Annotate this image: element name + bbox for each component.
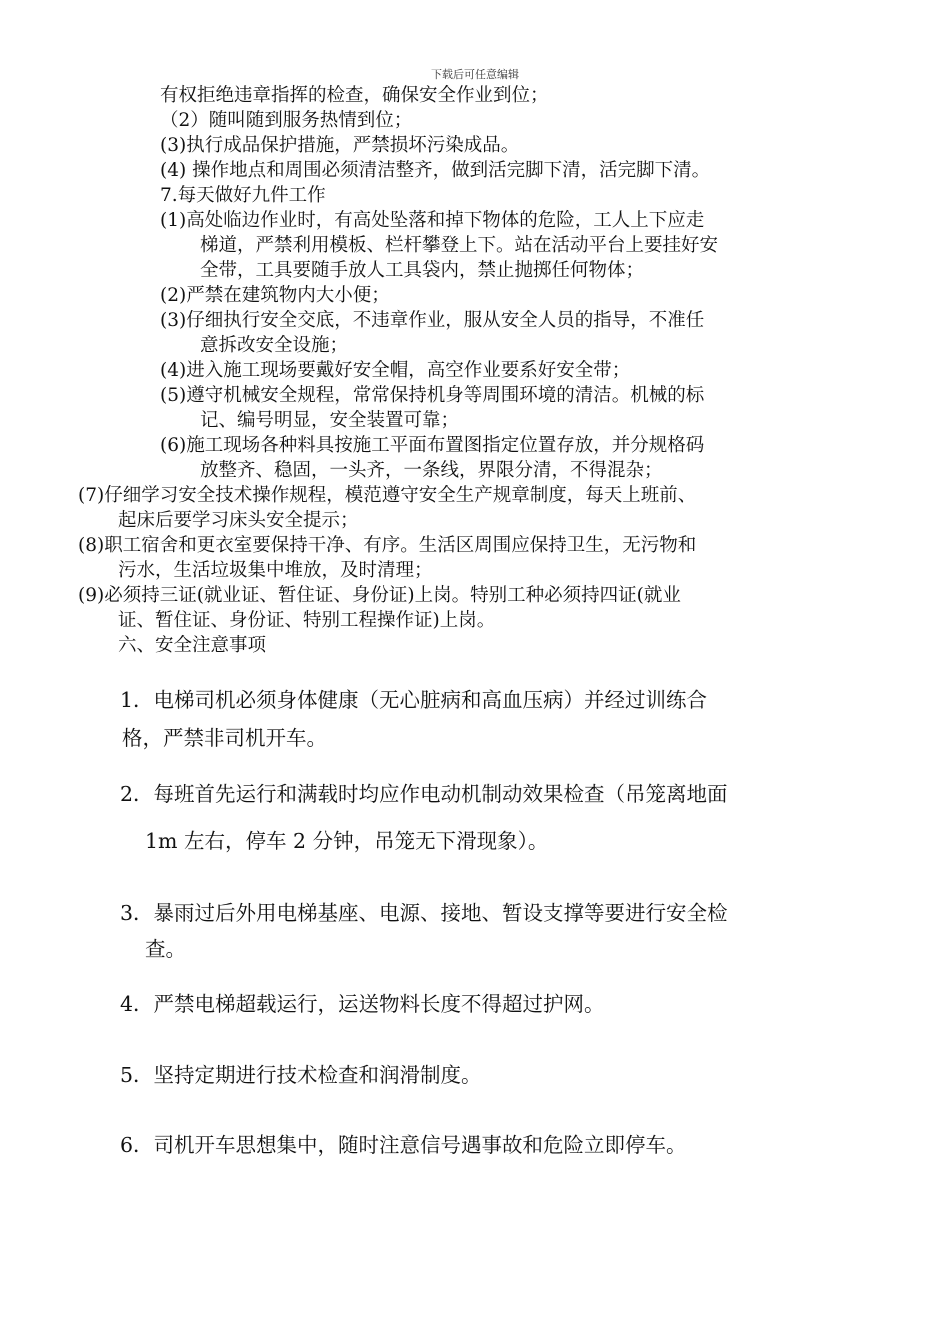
text-line: (7)仔细学习安全技术操作规程，模范遵守安全生产规章制度，每天上班前、 <box>78 485 697 506</box>
text-line: （2）随叫随到服务热情到位； <box>160 110 413 131</box>
note-line: 5．坚持定期进行技术检查和润滑制度。 <box>120 1063 482 1087</box>
text-line: (6)施工现场各种料具按施工平面布置图指定位置存放，并分规格码 <box>160 435 705 456</box>
section-heading: 7.每天做好九件工作 <box>160 185 326 206</box>
text-line: 起床后要学习床头安全提示； <box>118 510 359 531</box>
text-line: (9)必须持三证(就业证、暂住证、身份证)上岗。特别工种必须持四证(就业 <box>78 585 681 606</box>
text-line: 意拆改安全设施； <box>200 335 349 356</box>
note-line: 1m 左右，停车 2 分钟，吊笼无下滑现象）。 <box>145 829 549 853</box>
text-line: (3)仔细执行安全交底，不违章作业，服从安全人员的指导，不准任 <box>160 310 705 331</box>
note-line: 2．每班首先运行和满载时均应作电动机制动效果检查（吊笼离地面 <box>120 782 728 806</box>
text-line: (3)执行成品保护措施，严禁损坏污染成品。 <box>160 135 520 156</box>
text-line: 梯道，严禁利用模板、栏杆攀登上下。站在活动平台上要挂好安 <box>200 235 719 256</box>
text-line: 证、暂住证、身份证、特别工程操作证)上岗。 <box>118 610 496 631</box>
text-line: (4)进入施工现场要戴好安全帽，高空作业要系好安全带； <box>160 360 631 381</box>
text-line: 污水，生活垃圾集中堆放，及时清理； <box>118 560 433 581</box>
text-line: 放整齐、稳固，一头齐，一条线，界限分清，不得混杂； <box>200 460 663 481</box>
text-line: (5)遵守机械安全规程，常常保持机身等周围环境的清洁。机械的标 <box>160 385 705 406</box>
text-line: (4) 操作地点和周围必须清洁整齐，做到活完脚下清，活完脚下清。 <box>160 160 711 181</box>
note-line: 格，严禁非司机开车。 <box>122 726 327 750</box>
text-line: 有权拒绝违章指挥的检查，确保安全作业到位； <box>160 85 549 106</box>
text-line: 全带，工具要随手放人工具袋内，禁止抛掷任何物体； <box>200 260 645 281</box>
text-line: 记、编号明显，安全装置可靠； <box>200 410 460 431</box>
note-line: 6．司机开车思想集中，随时注意信号遇事故和危险立即停车。 <box>120 1133 687 1157</box>
note-line: 3．暴雨过后外用电梯基座、电源、接地、暂设支撑等要进行安全检 <box>120 901 728 925</box>
text-line: (2)严禁在建筑物内大小便； <box>160 285 390 306</box>
note-line: 4．严禁电梯超载运行，运送物料长度不得超过护网。 <box>120 992 605 1016</box>
text-line: (1)高处临边作业时，有高处坠落和掉下物体的危险，工人上下应走 <box>160 210 705 231</box>
text-line: (8)职工宿舍和更衣室要保持干净、有序。生活区周围应保持卫生，无污物和 <box>78 535 697 556</box>
section-heading: 六、安全注意事项 <box>118 635 267 656</box>
note-line: 查。 <box>145 937 186 961</box>
note-line: 1．电梯司机必须身体健康（无心脏病和高血压病）并经过训练合 <box>120 688 708 712</box>
page-header: 下载后可任意编辑 <box>431 68 519 81</box>
